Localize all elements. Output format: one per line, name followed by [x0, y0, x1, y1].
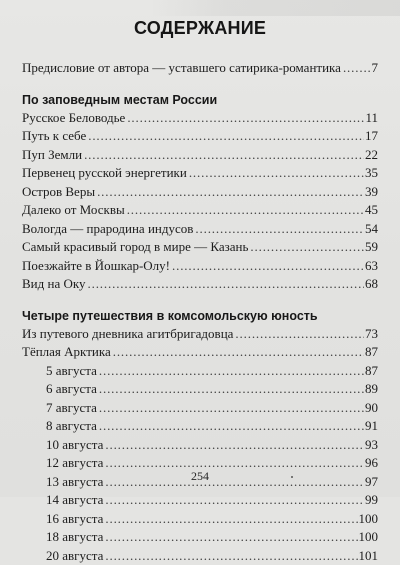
toc-entry [22, 343, 378, 362]
toc-subentry [22, 362, 378, 381]
toc-entry-label: Вологда — прародина индусов [22, 220, 193, 239]
dot-leader [97, 183, 364, 202]
toc-entry-label: Первенец русской энергетики [22, 164, 187, 183]
toc-entry-page: 97 [365, 473, 378, 492]
toc-entry-page: 35 [365, 164, 378, 183]
dot-leader [189, 164, 364, 183]
toc-entry-label: 20 августа [46, 547, 103, 565]
toc-entry-page: 45 [365, 201, 378, 220]
dot-leader [113, 343, 364, 362]
bleed-through-shadow [150, 0, 400, 16]
toc-entry-page: 87 [365, 343, 378, 362]
toc-entry-page: 91 [365, 417, 378, 436]
toc-entry [22, 146, 378, 165]
toc-entry-preface [22, 59, 378, 78]
toc-subentry [22, 399, 378, 418]
dot-leader [250, 238, 364, 257]
toc-entry-page: 89 [365, 380, 378, 399]
toc-entry-page: 59 [365, 238, 378, 257]
toc-entry-label: 16 августа [46, 510, 103, 529]
dot-leader [99, 399, 364, 418]
dot-leader [99, 362, 364, 381]
toc-entry-page: 99 [365, 491, 378, 510]
toc-entry-page: 101 [359, 547, 379, 565]
page-title: СОДЕРЖАНИЕ [22, 18, 378, 39]
toc-entry-page: 87 [365, 362, 378, 381]
toc-entry-label: 13 августа [46, 473, 103, 492]
toc-entry-label: Далеко от Москвы [22, 201, 125, 220]
toc-entry-label: 5 августа [46, 362, 97, 381]
toc-entry-page: 90 [365, 399, 378, 418]
toc-entry-page: 100 [359, 528, 379, 547]
toc-entry-page: 17 [365, 127, 378, 146]
toc-entry [22, 238, 378, 257]
toc-subentry [22, 491, 378, 510]
toc-entry-page: 63 [365, 257, 378, 276]
toc-entry [22, 164, 378, 183]
toc-entry-label: Самый красивый город в мире — Казань [22, 238, 248, 257]
toc-entry-label: Остров Веры [22, 183, 95, 202]
toc-entry-page: 39 [365, 183, 378, 202]
dot-leader [105, 436, 364, 455]
toc-entry-label: Русское Беловодье [22, 109, 125, 128]
dot-leader [105, 491, 364, 510]
dot-leader [105, 547, 357, 565]
toc-entry [22, 220, 378, 239]
toc-subentry [22, 417, 378, 436]
dot-leader [195, 220, 364, 239]
toc-entry-page: 100 [359, 510, 379, 529]
dot-leader [88, 275, 365, 294]
dot-leader [172, 257, 364, 276]
toc-entry-label: Поезжайте в Йошкар-Олу! [22, 257, 170, 276]
toc-entry-label: Предисловие от автора — уставшего сатирика-романтика [22, 59, 341, 78]
toc-entry-label: 18 августа [46, 528, 103, 547]
toc-subentry [22, 380, 378, 399]
dot-leader [99, 380, 364, 399]
toc-entry-page: 22 [365, 146, 378, 165]
toc-entry-label: 14 августа [46, 491, 103, 510]
toc-entry-page: 54 [365, 220, 378, 239]
toc-entry [22, 183, 378, 202]
dot-leader [88, 127, 364, 146]
toc-entry-page: 73 [365, 325, 378, 344]
toc-subentry [22, 547, 378, 565]
page-number: 254 [0, 469, 400, 484]
toc-entry-label: Путь к себе [22, 127, 86, 146]
dot-leader [343, 59, 371, 78]
toc-subentry [22, 436, 378, 455]
toc-entry [22, 257, 378, 276]
toc-entry-label: 8 августа [46, 417, 97, 436]
toc-subentry [22, 528, 378, 547]
toc-entry-label: 7 августа [46, 399, 97, 418]
dot-leader [99, 417, 364, 436]
toc-entry [22, 275, 378, 294]
toc-entry-page: 93 [365, 436, 378, 455]
toc-entry-page: 96 [365, 454, 378, 473]
section-heading: Четыре путешествия в комсомольскую юность [22, 307, 378, 325]
toc-entry-label: Пуп Земли [22, 146, 82, 165]
dot-leader [105, 510, 357, 529]
paper-speck [291, 476, 293, 478]
dot-leader [127, 201, 364, 220]
toc-entry-page: 68 [365, 275, 378, 294]
toc-entry [22, 109, 378, 128]
toc-subentry [22, 510, 378, 529]
dot-leader [235, 325, 364, 344]
toc-entry [22, 325, 378, 344]
toc-entry [22, 127, 378, 146]
toc-section-komsomol [22, 307, 378, 565]
toc-entry-label: Из путевого дневника агитбригадовца [22, 325, 233, 344]
toc-entry-label: 10 августа [46, 436, 103, 455]
toc-entry-label: Вид на Оку [22, 275, 86, 294]
toc-entry-page: 7 [372, 59, 379, 78]
dot-leader [105, 528, 357, 547]
toc-entry [22, 201, 378, 220]
toc-entry-label: 12 августа [46, 454, 103, 473]
toc-entry-label: 6 августа [46, 380, 97, 399]
dot-leader [127, 109, 364, 128]
dot-leader [84, 146, 364, 165]
toc-entry-page: 11 [365, 109, 378, 128]
section-heading: По заповедным местам России [22, 91, 378, 109]
toc-section-russia [22, 91, 378, 294]
toc-entry-label: Тёплая Арктика [22, 343, 111, 362]
